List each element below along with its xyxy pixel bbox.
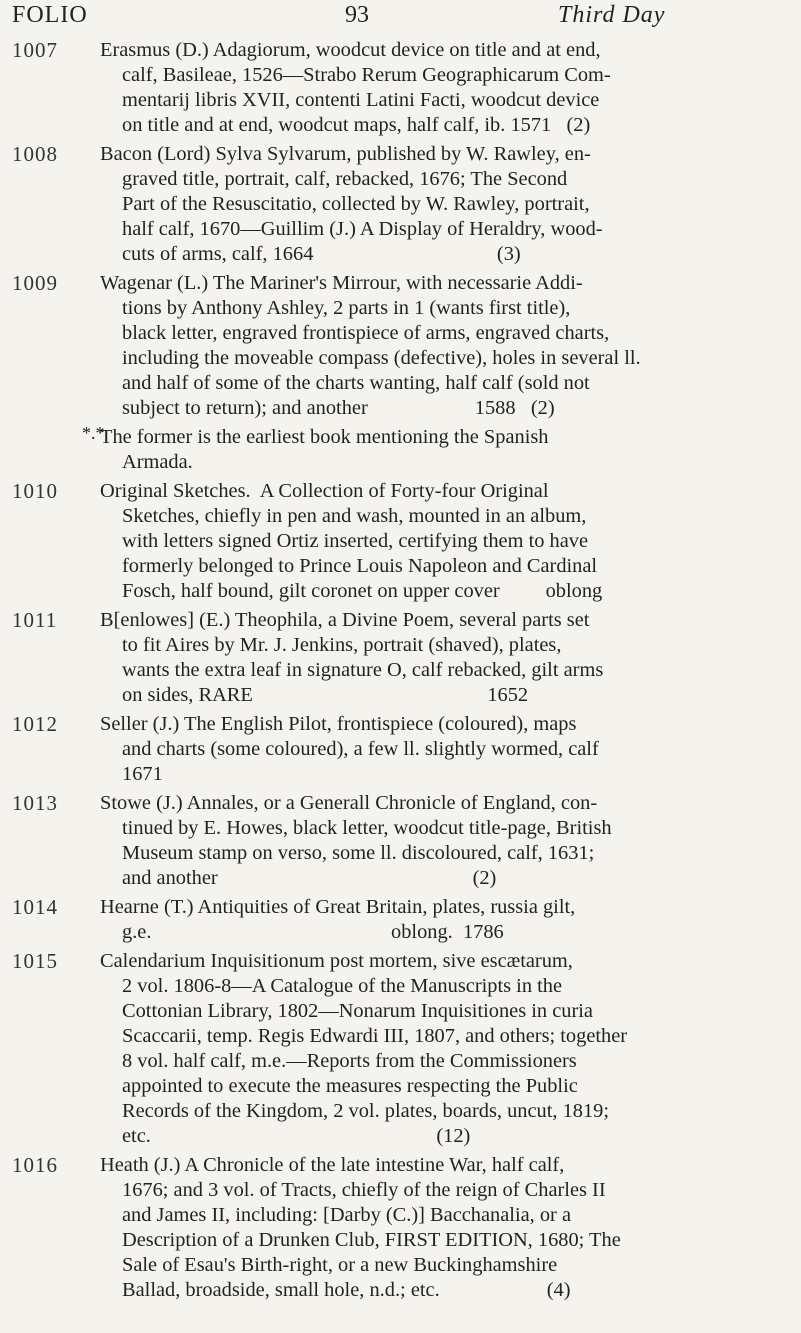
lot-number: 1013 — [12, 791, 58, 815]
lot-entry — [0, 608, 801, 708]
description-line: The former is the earliest book mentioning the Spanish — [100, 426, 549, 448]
description-line: subject to return); and another 1588 (2) — [122, 397, 555, 419]
description-line: and another (2) — [122, 867, 497, 889]
description-line: Description of a Drunken Club, FIRST EDITION, 1680; The — [122, 1229, 621, 1251]
lot-entry — [0, 271, 801, 421]
lot-entry — [0, 142, 801, 267]
lot-number: 1011 — [12, 608, 58, 632]
description-line: Wagenar (L.) The Mariner's Mirrour, with necessarie Addi- — [100, 272, 583, 294]
description-line: Original Sketches. A Collection of Forty-four Original — [100, 480, 549, 502]
description-line: Ballad, broadside, small hole, n.d.; etc. (4) — [122, 1279, 571, 1301]
page-header — [0, 2, 801, 36]
description-line: graved title, portrait, calf, rebacked, 1676; The Second — [122, 168, 568, 190]
description-line: Heath (J.) A Chronicle of the late intestine War, half calf, — [100, 1154, 565, 1176]
description-line: g.e. oblong. 1786 — [122, 921, 504, 943]
lot-description — [100, 38, 790, 138]
description-line: with letters signed Ortiz inserted, certifying them to have — [122, 530, 589, 552]
description-line: half calf, 1670—Guillim (J.) A Display of Heraldry, wood- — [122, 218, 603, 240]
description-line: Sketches, chiefly in pen and wash, mounted in an album, — [122, 505, 587, 527]
description-line: 1676; and 3 vol. of Tracts, chiefly of the reign of Charles II — [122, 1179, 606, 1201]
lot-description — [100, 791, 790, 891]
lot-number: 1014 — [12, 895, 58, 919]
description-line: Calendarium Inquisitionum post mortem, sive escætarum, — [100, 950, 573, 972]
lot-number: 1007 — [12, 38, 58, 62]
description-line: Seller (J.) The English Pilot, frontispiece (coloured), maps — [100, 713, 577, 735]
description-line: Cottonian Library, 1802—Nonarum Inquisitiones in curia — [122, 1000, 593, 1022]
description-line: tions by Anthony Ashley, 2 parts in 1 (wants first title), — [122, 297, 571, 319]
note-marker: *.* — [82, 423, 105, 443]
description-line: Armada. — [122, 451, 193, 473]
lot-description — [100, 142, 790, 267]
description-line: Sale of Esau's Birth-right, or a new Buckinghamshire — [122, 1254, 558, 1276]
description-line: Records of the Kingdom, 2 vol. plates, boards, uncut, 1819; — [122, 1100, 610, 1122]
description-line: Museum stamp on verso, some ll. discoloured, calf, 1631; — [122, 842, 595, 864]
lot-description — [100, 895, 790, 945]
description-line: mentarij libris XVII, contenti Latini Facti, woodcut device — [122, 89, 600, 111]
lot-note — [0, 425, 801, 475]
description-line: to fit Aires by Mr. J. Jenkins, portrait (shaved), plates, — [122, 634, 562, 656]
description-line: appointed to execute the measures respecting the Public — [122, 1075, 578, 1097]
description-line: calf, Basileae, 1526—Strabo Rerum Geographicarum Com- — [122, 64, 611, 86]
description-line: 1671 — [122, 763, 163, 785]
description-line: on title and at end, woodcut maps, half calf, ib. 1571 (2) — [122, 114, 591, 136]
description-line: cuts of arms, calf, 1664 (3) — [122, 243, 521, 265]
lot-description — [100, 479, 790, 604]
description-line: Fosch, half bound, gilt coronet on upper cover oblong — [122, 580, 603, 602]
lot-number: 1016 — [12, 1153, 58, 1177]
folio-label: FOLIO — [12, 2, 88, 28]
day-heading: Third Day — [558, 2, 666, 28]
lot-entry — [0, 38, 801, 138]
description-line: 8 vol. half calf, m.e.—Reports from the Commissioners — [122, 1050, 577, 1072]
lot-description — [100, 712, 790, 787]
description-line: and charts (some coloured), a few ll. slightly wormed, calf — [122, 738, 599, 760]
description-line: and James II, including: [Darby (C.)] Bacchanalia, or a — [122, 1204, 571, 1226]
description-line: formerly belonged to Prince Louis Napoleon and Cardinal — [122, 555, 598, 577]
lot-description — [100, 425, 790, 475]
lot-entry — [0, 791, 801, 891]
lot-entry — [0, 949, 801, 1149]
lot-entry — [0, 1153, 801, 1303]
lot-entry — [0, 712, 801, 787]
page-number: 93 — [345, 2, 369, 28]
lot-number: 1015 — [12, 949, 58, 973]
lot-number: 1008 — [12, 142, 58, 166]
description-line: 2 vol. 1806-8—A Catalogue of the Manuscripts in the — [122, 975, 563, 997]
description-line: on sides, RARE 1652 — [122, 684, 529, 706]
description-line: including the moveable compass (defective), holes in several ll. — [122, 347, 641, 369]
lot-number: 1012 — [12, 712, 58, 736]
description-line: Hearne (T.) Antiquities of Great Britain, plates, russia gilt, — [100, 896, 576, 918]
lot-number: 1010 — [12, 479, 58, 503]
lot-entry — [0, 479, 801, 604]
lot-description — [100, 949, 790, 1149]
description-line: and half of some of the charts wanting, half calf (sold not — [122, 372, 590, 394]
lot-description — [100, 1153, 790, 1303]
description-line: etc. (12) — [122, 1125, 471, 1147]
description-line: Erasmus (D.) Adagiorum, woodcut device on title and at end, — [100, 39, 601, 61]
description-line: wants the extra leaf in signature O, calf rebacked, gilt arms — [122, 659, 604, 681]
description-line: Bacon (Lord) Sylva Sylvarum, published by W. Rawley, en- — [100, 143, 591, 165]
lot-description — [100, 271, 790, 421]
description-line: Part of the Resuscitatio, collected by W. Rawley, portrait, — [122, 193, 590, 215]
lot-description — [100, 608, 790, 708]
description-line: black letter, engraved frontispiece of arms, engraved charts, — [122, 322, 610, 344]
description-line: Scaccarii, temp. Regis Edwardi III, 1807, and others; together — [122, 1025, 628, 1047]
lot-number: 1009 — [12, 271, 58, 295]
lot-entry — [0, 895, 801, 945]
lot-list — [0, 38, 801, 1307]
description-line: tinued by E. Howes, black letter, woodcut title-page, British — [122, 817, 612, 839]
description-line: Stowe (J.) Annales, or a Generall Chronicle of England, con- — [100, 792, 598, 814]
description-line: B[enlowes] (E.) Theophila, a Divine Poem, several parts set — [100, 609, 590, 631]
